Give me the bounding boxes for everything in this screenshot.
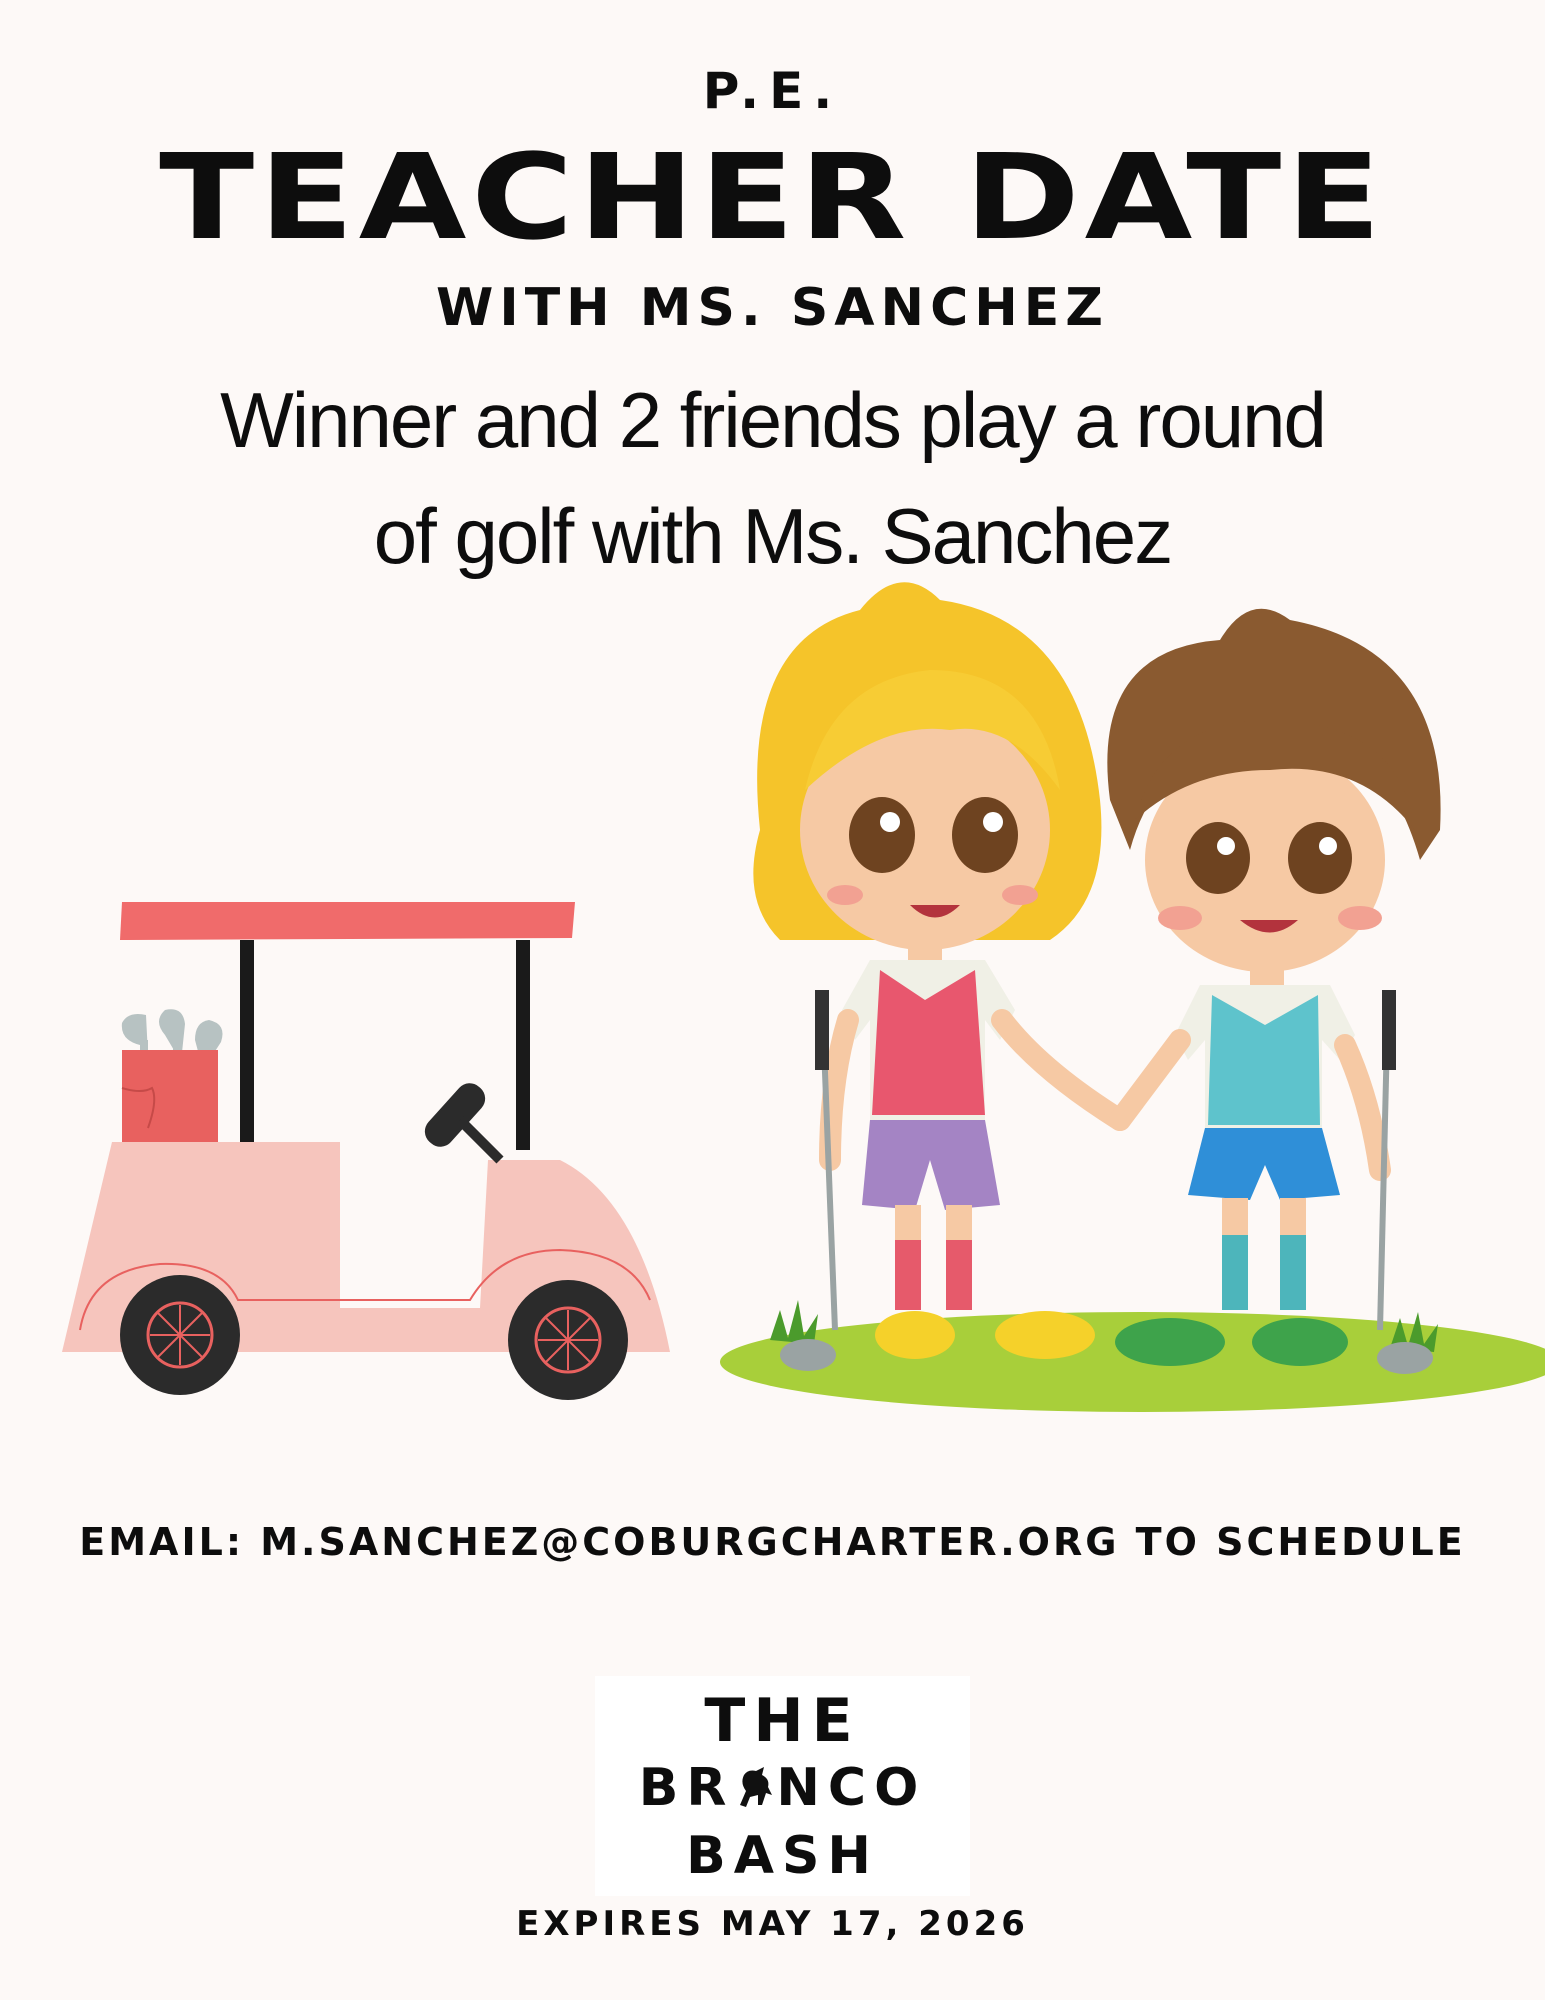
subtitle: WITH MS. SANCHEZ bbox=[436, 278, 1109, 338]
description-line-2: of golf with Ms. Sanchez bbox=[373, 492, 1172, 580]
expiration-date: EXPIRES MAY 17, 2026 bbox=[516, 1904, 1029, 1944]
logo-line-2-end: NCO bbox=[776, 1758, 927, 1818]
logo-line-1: THE bbox=[704, 1686, 861, 1756]
logo-line-2-start: BR bbox=[638, 1758, 735, 1818]
headline: TEACHER DATE bbox=[159, 128, 1386, 266]
description-line-1: Winner and 2 friends play a round bbox=[220, 376, 1325, 464]
email-contact: EMAIL: M.SANCHEZ@COBURGCHARTER.ORG TO SCHEDULE bbox=[79, 1520, 1466, 1564]
bronco-bash-logo bbox=[595, 1676, 970, 1896]
kids-golfing-illustration bbox=[720, 582, 1545, 1412]
small-title: P.E. bbox=[702, 62, 843, 120]
golf-cart-illustration bbox=[62, 902, 670, 1400]
logo-line-2 bbox=[595, 1758, 970, 1818]
logo-line-3: BASH bbox=[686, 1826, 879, 1886]
bucking-horse-icon bbox=[734, 1765, 776, 1809]
